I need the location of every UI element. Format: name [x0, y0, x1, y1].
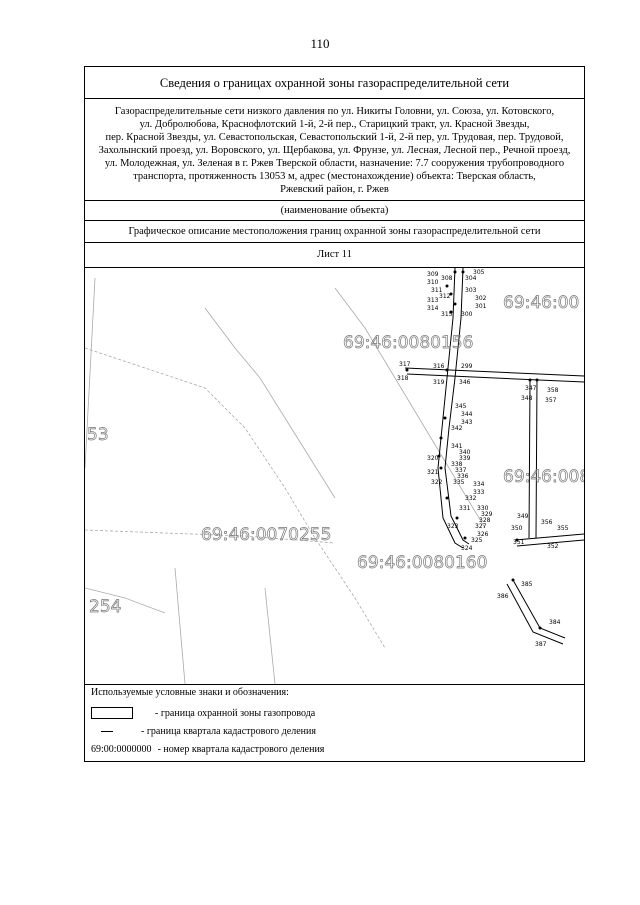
point-label: 324 — [461, 545, 473, 552]
point-label: 346 — [459, 379, 471, 386]
description-line: ул. Добролюбова, Краснофлотский 1-й, 2-й пер., Старицкий тракт, ул. Красной Звезды, — [139, 119, 530, 130]
object-name-caption: (наименование объекта) — [85, 201, 584, 221]
description-line: транспорта, протяженность 13053 м, адрес (местонахождение) объекта: Тверская область, — [133, 171, 536, 182]
point-label: 318 — [397, 375, 409, 382]
legend-item — [91, 705, 315, 721]
legend-item — [91, 723, 316, 739]
zone-boundary-symbol — [91, 707, 133, 719]
point-label: 302 — [475, 295, 487, 302]
point-label: 316 — [433, 363, 445, 370]
point-label: 330 — [477, 505, 489, 512]
description-line: Газораспределительные сети низкого давления по ул. Никиты Головни, ул. Союза, ул. Котовского, — [114, 106, 555, 117]
legend-item — [91, 741, 324, 757]
point-label: 314 — [427, 305, 439, 312]
point-label: 335 — [453, 479, 465, 486]
point-label: 342 — [451, 425, 463, 432]
point-label: 322 — [431, 479, 443, 486]
document-frame — [84, 66, 585, 762]
point-label: 312 — [439, 293, 451, 300]
point-label: 321 — [427, 469, 439, 476]
point-label: 341 — [451, 443, 463, 450]
point-label: 323 — [447, 523, 459, 530]
point-label: 301 — [475, 303, 487, 310]
legend-text: - граница охранной зоны газопровода — [155, 707, 316, 719]
point-label: 315 — [441, 311, 453, 318]
map-drawing — [85, 268, 584, 684]
point-label: 340 — [459, 449, 471, 456]
cadastral-label: 69:46:0080156 — [343, 333, 474, 353]
legend-text: - граница квартала кадастрового деления — [141, 725, 316, 737]
cadastral-label: 53 — [87, 425, 109, 445]
quarter-code-symbol: 69:00:0000000 — [91, 743, 152, 755]
cadastral-label: 69:46:008 — [503, 467, 584, 487]
point-label: 343 — [461, 419, 473, 426]
cadastral-label: 254 — [89, 597, 122, 617]
point-label: 303 — [465, 287, 477, 294]
point-label: 309 — [427, 271, 439, 278]
point-label: 320 — [427, 455, 439, 462]
point-label: 304 — [465, 275, 477, 282]
point-label: 319 — [433, 379, 445, 386]
point-label: 310 — [427, 279, 439, 286]
point-label: 350 — [511, 525, 523, 532]
point-label: 300 — [461, 311, 473, 318]
point-label: 386 — [497, 593, 509, 600]
point-label: 387 — [535, 641, 547, 648]
point-label: 332 — [465, 495, 477, 502]
object-description — [85, 99, 584, 201]
point-label: 344 — [461, 411, 473, 418]
point-label: 317 — [399, 361, 411, 368]
point-label: 329 — [481, 511, 493, 518]
point-label: 325 — [471, 537, 483, 544]
description-line: пер. Красной Звезды, ул. Севастопольская, Севастопольский 1-й, 2-й пер, ул. Трудовая, пер. Трудовой, — [105, 132, 564, 143]
point-label: 347 — [525, 385, 537, 392]
cadastral-label: 69:46:0080160 — [357, 553, 488, 573]
cadastral-label: 69:46:0070255 — [201, 525, 332, 545]
point-label: 384 — [549, 619, 561, 626]
legend-text: - номер квартала кадастрового деления — [157, 743, 325, 755]
point-label: 331 — [459, 505, 471, 512]
page-number: 110 — [310, 36, 330, 51]
point-labels — [397, 269, 569, 648]
point-label: 338 — [451, 461, 463, 468]
point-label: 349 — [517, 513, 529, 520]
point-label: 351 — [513, 539, 525, 546]
sheet-label: Лист 11 — [317, 249, 352, 260]
point-label: 311 — [431, 287, 443, 294]
point-label: 355 — [557, 525, 569, 532]
boundary-points — [406, 271, 542, 630]
point-label: 345 — [455, 403, 467, 410]
graphic-caption: Графическое описание местоположения границ охранной зоны газораспределительной сети — [85, 221, 584, 243]
point-label: 352 — [547, 543, 559, 550]
point-label: 334 — [473, 481, 485, 488]
point-label: 308 — [441, 275, 453, 282]
point-label: 337 — [455, 467, 467, 474]
point-label: 339 — [459, 455, 471, 462]
point-label: 327 — [475, 523, 487, 530]
point-label: 385 — [521, 581, 533, 588]
point-label: 328 — [479, 517, 491, 524]
description-line: Ржевский район, г. Ржев — [280, 184, 389, 195]
point-label: 326 — [477, 531, 489, 538]
description-line: ул. Молодежная, ул. Зеленая в г. Ржев Тверской области, назначение: 7.7 сооружения трубопроводного — [104, 158, 565, 169]
point-label: 305 — [473, 269, 485, 276]
point-label: 356 — [541, 519, 553, 526]
point-label: 313 — [427, 297, 439, 304]
document-title: Сведения о границах охранной зоны газораспределительной сети — [85, 67, 584, 99]
cadastral-label: 69:46:00 — [503, 293, 580, 313]
point-label: 336 — [457, 473, 469, 480]
point-label: 299 — [461, 363, 473, 370]
point-label: 333 — [473, 489, 485, 496]
point-label: 348 — [521, 395, 533, 402]
legend-heading: Используемые условные знаки и обозначения: — [91, 687, 289, 698]
description-line: Захолынский проезд, ул. Воровского, ул. Щербакова, ул. Фрунзе, ул. Лесная, Лесной пер., Речной проезд, — [98, 145, 571, 156]
quarter-boundary-symbol — [101, 731, 113, 732]
point-label: 357 — [545, 397, 557, 404]
cadastral-map — [85, 267, 584, 685]
point-label: 358 — [547, 387, 559, 394]
